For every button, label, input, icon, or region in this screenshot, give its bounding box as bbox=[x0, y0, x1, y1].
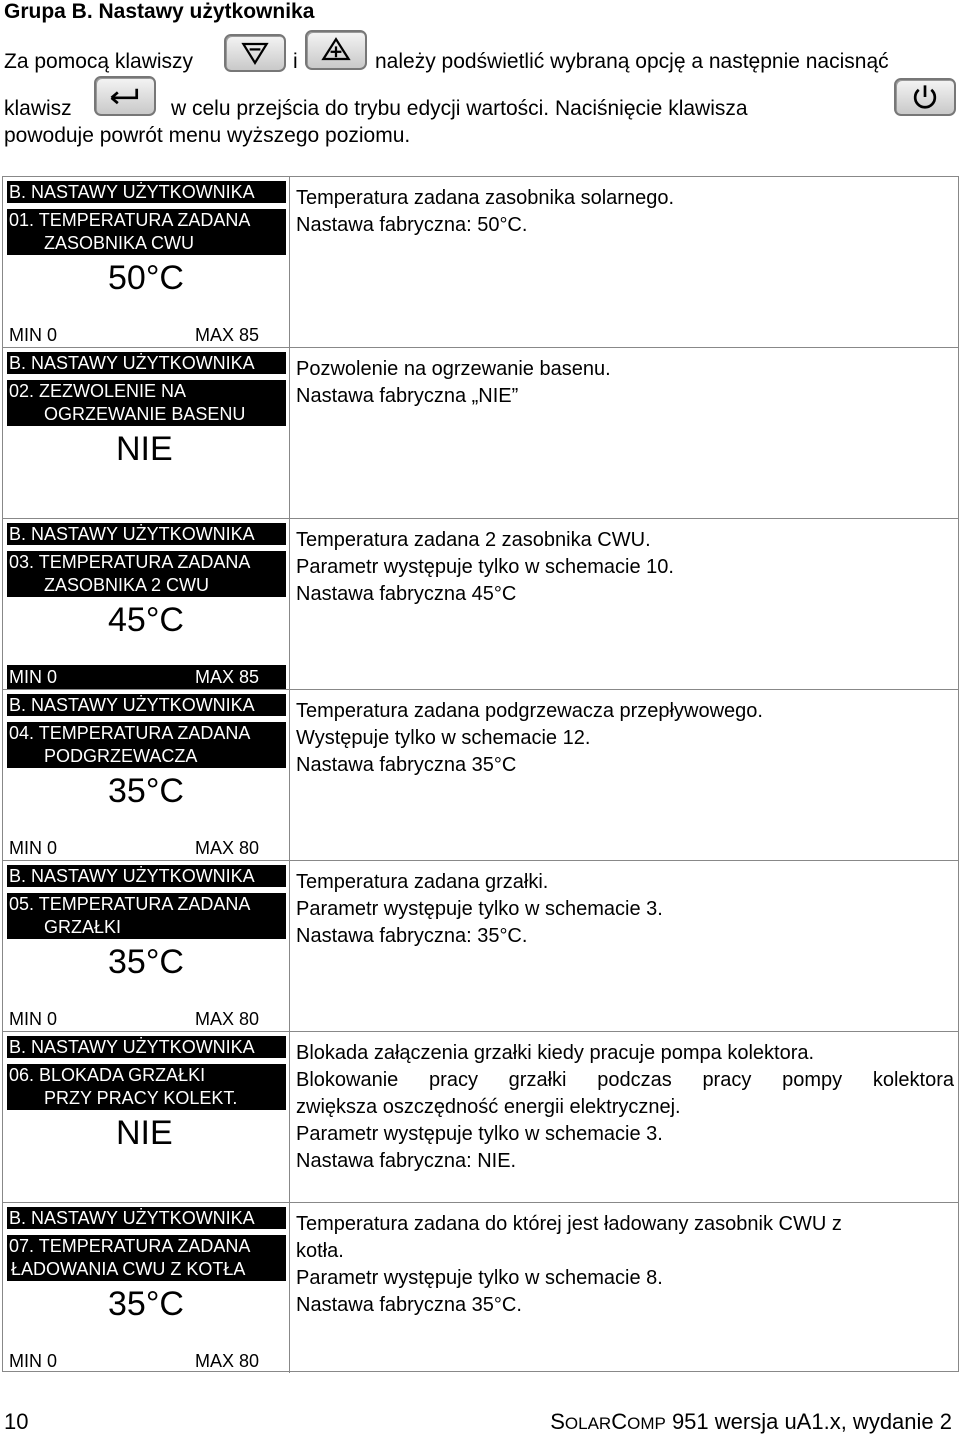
lcd-header: B. NASTAWY UŻYTKOWNIKA bbox=[7, 1207, 286, 1229]
lcd-display bbox=[3, 177, 290, 347]
setting-row-05 bbox=[3, 861, 958, 1032]
setting-row-06 bbox=[3, 1032, 958, 1203]
lcd-header: B. NASTAWY UŻYTKOWNIKA bbox=[7, 865, 286, 887]
plus-arrow-up-icon bbox=[307, 32, 365, 68]
intro-text-1c: należy podświetlić wybraną opcję a następnie nacisnąć bbox=[375, 50, 889, 73]
setting-description bbox=[296, 698, 954, 779]
max-value: MAX 85 bbox=[195, 325, 260, 345]
footer-brand-c: C bbox=[611, 1409, 628, 1434]
desc-line: Parametr występuje tylko w schemacie 3. bbox=[296, 898, 663, 920]
desc-line: Temperatura zadana podgrzewacza przepływowego. bbox=[296, 700, 763, 722]
param-name-line-1: 04. TEMPERATURA ZADANA bbox=[9, 723, 251, 743]
param-name-line-1: 02. ZEZWOLENIE NA bbox=[9, 381, 187, 401]
lcd-value: 50°C bbox=[108, 259, 184, 297]
page-number: 10 bbox=[4, 1409, 29, 1434]
lcd-display bbox=[3, 519, 290, 689]
footer-brand-s: S bbox=[550, 1409, 565, 1434]
setting-description bbox=[296, 185, 954, 239]
desc-line: Nastawa fabryczna 45°C bbox=[296, 583, 517, 605]
min-value: MIN 0 bbox=[9, 1009, 58, 1029]
min-value: MIN 0 bbox=[9, 1351, 58, 1371]
param-name-line-1: 01. TEMPERATURA ZADANA bbox=[9, 210, 251, 230]
lcd-display bbox=[3, 861, 290, 1031]
power-icon bbox=[896, 80, 954, 114]
param-name-line-2: ŁADOWANIA CWU Z KOTŁA bbox=[11, 1259, 246, 1279]
desc-word: pompy bbox=[782, 1069, 843, 1091]
lcd-range bbox=[7, 1349, 286, 1373]
desc-line: Nastawa fabryczna: 50°C. bbox=[296, 214, 528, 236]
lcd-range bbox=[7, 836, 286, 860]
lcd-header: B. NASTAWY UŻYTKOWNIKA bbox=[7, 523, 286, 545]
param-name-line-2: PODGRZEWACZA bbox=[44, 746, 198, 766]
lcd-display bbox=[3, 1203, 290, 1373]
param-name-line-2: PRZY PRACY KOLEKT. bbox=[44, 1088, 238, 1108]
desc-word: pracy bbox=[702, 1069, 752, 1091]
param-name-line-2: GRZAŁKI bbox=[44, 917, 122, 937]
intro-text-1a: Za pomocą klawiszy bbox=[4, 50, 194, 73]
desc-line: Temperatura zadana 2 zasobnika CWU. bbox=[296, 529, 651, 551]
desc-line: Temperatura zadana do której jest ładowany zasobnik CWU z bbox=[296, 1213, 842, 1235]
min-value: MIN 0 bbox=[9, 325, 58, 345]
lcd-parameter-name bbox=[7, 893, 286, 939]
lcd-header: B. NASTAWY UŻYTKOWNIKA bbox=[7, 181, 286, 203]
intro-text-2a: klawisz bbox=[4, 97, 72, 120]
lcd-parameter-name bbox=[7, 551, 286, 597]
footer-brand-olar: OLAR bbox=[564, 1414, 612, 1433]
minus-arrow-down-icon bbox=[226, 36, 284, 70]
page-heading: Grupa B. Nastawy użytkownika bbox=[4, 0, 315, 23]
desc-line: Parametr występuje tylko w schemacie 3. bbox=[296, 1123, 663, 1145]
setting-description bbox=[296, 356, 954, 410]
desc-line: Nastawa fabryczna: NIE. bbox=[296, 1150, 517, 1172]
desc-line: Nastawa fabryczna 35°C bbox=[296, 754, 517, 776]
desc-line: Parametr występuje tylko w schemacie 10. bbox=[296, 556, 674, 578]
lcd-header: B. NASTAWY UŻYTKOWNIKA bbox=[7, 352, 286, 374]
document-footer bbox=[550, 1409, 952, 1435]
param-name-line-1: 07. TEMPERATURA ZADANA bbox=[9, 1236, 251, 1256]
min-value: MIN 0 bbox=[9, 838, 58, 858]
settings-table bbox=[2, 176, 959, 1372]
power-key bbox=[894, 78, 956, 116]
setting-row-03 bbox=[3, 519, 958, 690]
param-name-line-2: OGRZEWANIE BASENU bbox=[44, 404, 246, 424]
lcd-value: 35°C bbox=[108, 1285, 184, 1323]
max-value: MAX 80 bbox=[195, 1009, 260, 1029]
lcd-parameter-name bbox=[7, 1064, 286, 1110]
min-value: MIN 0 bbox=[9, 667, 58, 687]
lcd-display bbox=[3, 690, 290, 860]
lcd-parameter-name bbox=[7, 1235, 286, 1281]
lcd-display bbox=[3, 1032, 290, 1202]
desc-word: grzałki bbox=[508, 1069, 567, 1091]
param-name-line-2: ZASOBNIKA CWU bbox=[44, 233, 195, 253]
setting-description bbox=[296, 527, 954, 608]
desc-line: zwiększa oszczędność energii elektrycznej. bbox=[296, 1096, 681, 1118]
desc-word: pracy bbox=[429, 1069, 478, 1091]
lcd-range bbox=[7, 1007, 286, 1031]
setting-description bbox=[296, 1211, 954, 1319]
max-value: MAX 80 bbox=[195, 1351, 260, 1371]
lcd-header: B. NASTAWY UŻYTKOWNIKA bbox=[7, 694, 286, 716]
desc-line: Temperatura zadana grzałki. bbox=[296, 871, 549, 893]
lcd-parameter-name bbox=[7, 380, 286, 426]
setting-description bbox=[296, 1040, 954, 1175]
lcd-value: 35°C bbox=[108, 772, 184, 810]
lcd-display bbox=[3, 348, 290, 518]
desc-line-justified bbox=[296, 1067, 954, 1094]
desc-line: Pozwolenie na ogrzewanie basenu. bbox=[296, 358, 611, 380]
footer-version: 951 wersja uA1.x, wydanie 2 bbox=[665, 1409, 952, 1434]
enter-arrow-icon bbox=[96, 78, 154, 114]
down-key bbox=[224, 34, 286, 72]
lcd-range bbox=[7, 665, 286, 689]
desc-line: Nastawa fabryczna „NIE” bbox=[296, 385, 519, 407]
footer-brand-omp: OMP bbox=[627, 1414, 666, 1433]
setting-row-01 bbox=[3, 177, 958, 348]
lcd-value: NIE bbox=[116, 430, 173, 468]
desc-word: kolektora bbox=[872, 1069, 954, 1091]
lcd-range bbox=[7, 323, 286, 347]
lcd-parameter-name bbox=[7, 722, 286, 768]
setting-row-02 bbox=[3, 348, 958, 519]
param-name-line-1: 03. TEMPERATURA ZADANA bbox=[9, 552, 251, 572]
intro-text-1b: i bbox=[293, 50, 298, 73]
max-value: MAX 85 bbox=[195, 667, 260, 687]
param-name-line-1: 06. BLOKADA GRZAŁKI bbox=[9, 1065, 206, 1085]
desc-word: Blokowanie bbox=[296, 1069, 399, 1091]
desc-word: podczas bbox=[597, 1069, 672, 1091]
param-name-line-1: 05. TEMPERATURA ZADANA bbox=[9, 894, 251, 914]
enter-key bbox=[94, 76, 156, 116]
desc-line: Blokada załączenia grzałki kiedy pracuje pompa kolektora. bbox=[296, 1042, 815, 1064]
desc-line: Nastawa fabryczna 35°C. bbox=[296, 1294, 522, 1316]
max-value: MAX 80 bbox=[195, 838, 260, 858]
lcd-value: NIE bbox=[116, 1114, 173, 1152]
lcd-parameter-name bbox=[7, 209, 286, 255]
desc-line: Temperatura zadana zasobnika solarnego. bbox=[296, 187, 675, 209]
up-key bbox=[305, 30, 367, 70]
param-name-line-2: ZASOBNIKA 2 CWU bbox=[44, 575, 210, 595]
intro-text-2b: w celu przejścia do trybu edycji wartości. Naciśnięcie klawisza bbox=[171, 97, 748, 120]
lcd-value: 35°C bbox=[108, 943, 184, 981]
setting-description bbox=[296, 869, 954, 950]
intro-text-3: powoduje powrót menu wyższego poziomu. bbox=[4, 124, 411, 147]
desc-line: Parametr występuje tylko w schemacie 8. bbox=[296, 1267, 663, 1289]
lcd-header: B. NASTAWY UŻYTKOWNIKA bbox=[7, 1036, 286, 1058]
desc-line: kotła. bbox=[296, 1240, 344, 1262]
lcd-value: 45°C bbox=[108, 601, 184, 639]
desc-line: Występuje tylko w schemacie 12. bbox=[296, 727, 591, 749]
setting-row-07 bbox=[3, 1203, 958, 1373]
desc-line: Nastawa fabryczna: 35°C. bbox=[296, 925, 528, 947]
setting-row-04 bbox=[3, 690, 958, 861]
